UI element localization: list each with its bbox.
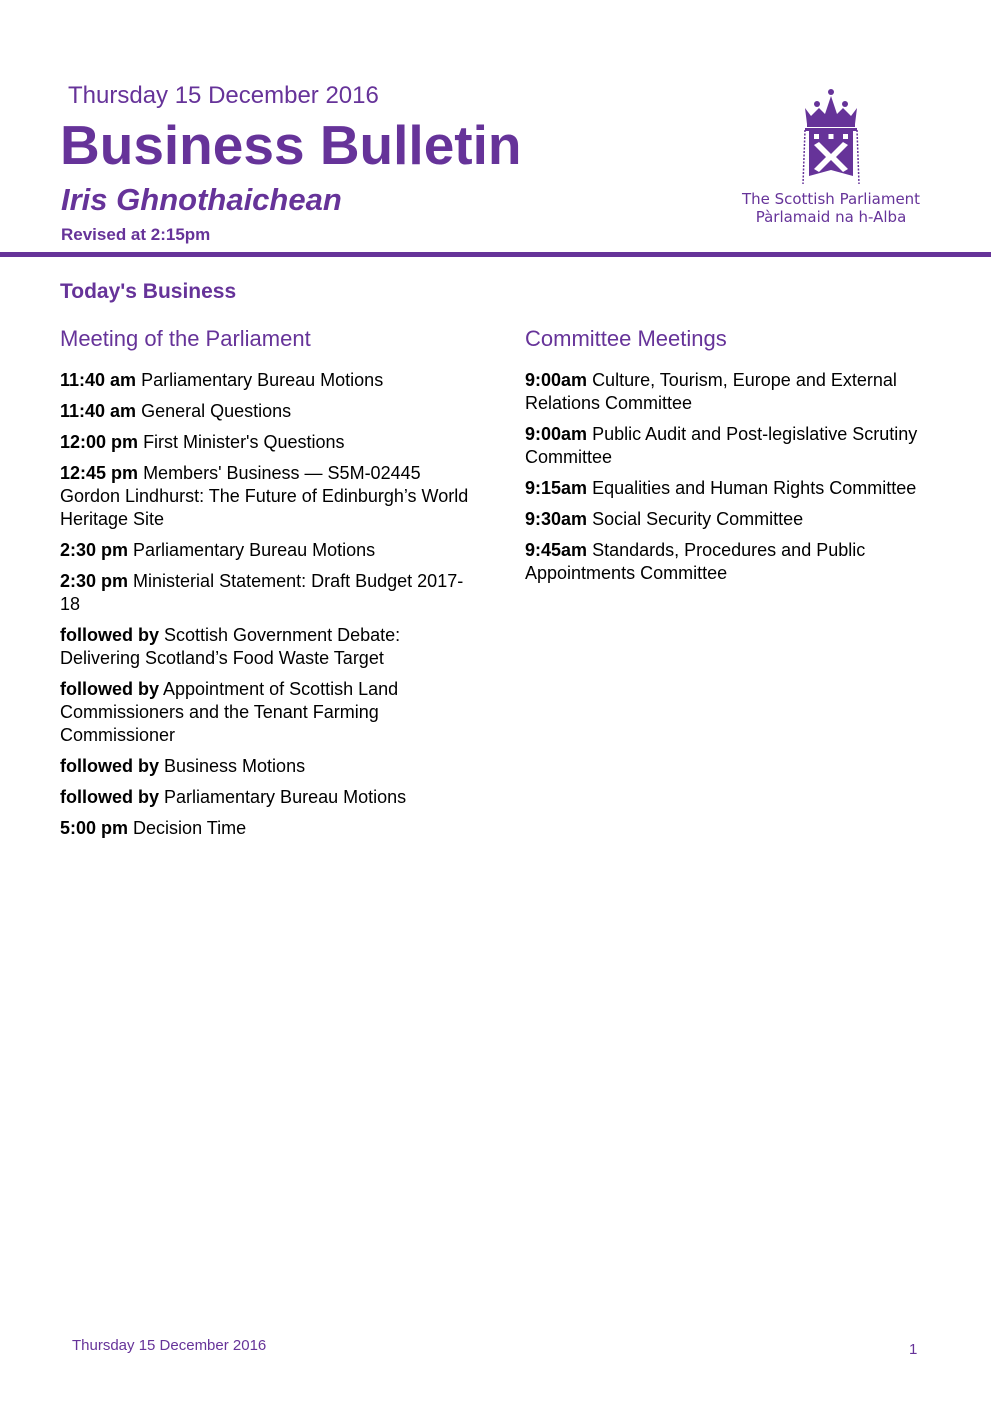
item-time: 9:30am [525,509,588,529]
committee-heading: Committee Meetings [525,326,727,351]
item-text: Culture, Tourism, Europe and External Relations Committee [525,370,897,413]
item-text: Standards, Procedures and Public Appointments Committee [525,540,866,583]
item-time: 11:40 am [60,370,137,390]
item-text: Public Audit and Post-legislative Scrutiny Committee [525,424,918,467]
item-time: 2:30 pm [60,571,129,591]
committee-item [525,508,945,531]
item-text: Business Motions [164,756,306,776]
meeting-item [60,369,480,392]
item-text: Parliamentary Bureau Motions [141,370,384,390]
bulletin-date: Thursday 15 December 2016 [68,82,379,109]
meeting-item [60,431,480,454]
item-time: 5:00 pm [60,818,129,838]
meeting-item [60,539,480,562]
item-text: Scottish Government Debate: Delivering Scotland’s Food Waste Target [60,625,401,668]
logo-text-gaelic: Pàrlamaid na h-Alba [755,208,907,226]
committee-column [525,325,945,593]
revised-time: Revised at 2:15pm [61,225,211,244]
committee-item [525,539,945,585]
item-text: Parliamentary Bureau Motions [164,787,407,807]
meeting-item [60,570,480,616]
item-text: Members' Business — S5M-02445 Gordon Lindhurst: The Future of Edinburgh’s World Heritage Site [60,463,469,529]
scottish-parliament-crest-icon [799,86,863,186]
item-text: Parliamentary Bureau Motions [133,540,376,560]
meeting-item [60,400,480,423]
bulletin-subtitle: Iris Ghnothaichean [61,182,342,217]
item-time: followed by [60,625,159,645]
meeting-item [60,786,480,809]
meeting-item [60,678,480,747]
committee-item [525,423,945,469]
item-time: followed by [60,756,159,776]
meeting-item [60,462,480,531]
item-text: General Questions [141,401,292,421]
parliament-logo [736,86,926,236]
item-time: 9:45am [525,540,588,560]
item-time: 12:00 pm [60,432,139,452]
item-time: 9:15am [525,478,588,498]
item-text: Decision Time [133,818,247,838]
logo-text-english: The Scottish Parliament [741,190,921,208]
meeting-item [60,755,480,778]
item-text: Equalities and Human Rights Committee [592,478,917,498]
item-time: 12:45 pm [60,463,139,483]
page-number: 1 [909,1341,918,1358]
header-rule [0,252,991,257]
item-time: 9:00am [525,370,588,390]
bulletin-title: Business Bulletin [60,114,522,176]
item-text: Ministerial Statement: Draft Budget 2017-18 [60,571,464,614]
meeting-item [60,624,480,670]
item-text: Social Security Committee [592,509,804,529]
item-time: followed by [60,679,159,699]
footer-date: Thursday 15 December 2016 [72,1337,267,1354]
meeting-column [60,325,480,848]
item-time: 11:40 am [60,401,137,421]
item-text: Appointment of Scottish Land Commissioners and the Tenant Farming Commissioner [60,679,399,745]
item-time: followed by [60,787,159,807]
committee-item [525,369,945,415]
item-time: 2:30 pm [60,540,129,560]
item-time: 9:00am [525,424,588,444]
meeting-item [60,817,480,840]
item-text: First Minister's Questions [143,432,345,452]
section-title: Today's Business [60,280,237,303]
committee-item [525,477,945,500]
meeting-heading: Meeting of the Parliament [60,326,311,351]
